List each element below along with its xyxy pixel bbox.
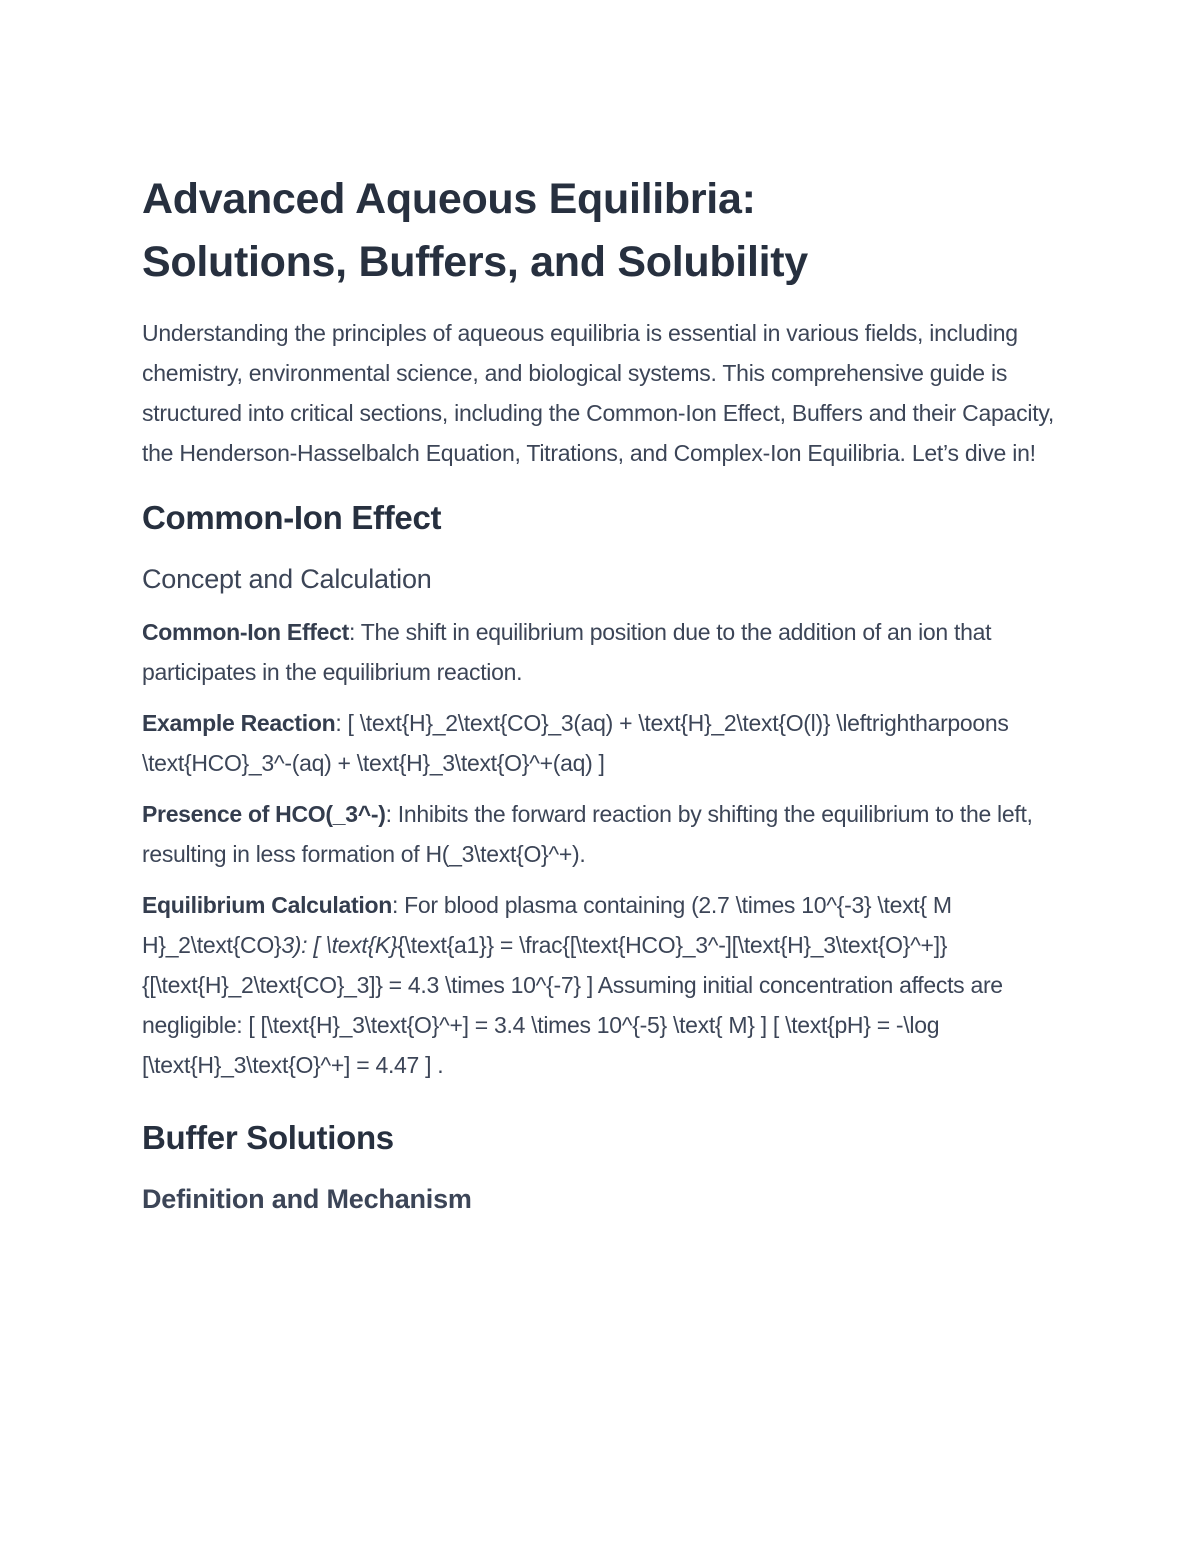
section-heading-common-ion: Common-Ion Effect: [142, 499, 442, 536]
calculation-term: Equilibrium Calculation: [142, 892, 392, 918]
title-line-2: Solutions, Buffers, and Solubility: [142, 238, 808, 286]
calculation-text-b: {\text{a1}} = \frac{[\text{HCO}_3^-][\text{H}_3\text{O}^+]}{[\text{H}_2\text{CO}_3]} = 4.3 \times 10^{-7} ] Assuming initial concentration affects are negligible: [ [\text{H}_3\text{O}^+] = 3.4 \times 10^{-5} \text{ M} ] [ \text{pH} = -\log [\text{H}_3\text{O}^+] = 4.47 ] .: [142, 932, 1003, 1078]
presence-text: : Inhibits the forward reaction by shifting the equilibrium to the left, resulting in less formation of H(_3\text{O}^+).: [142, 801, 1033, 867]
subheading-concept-calculation: Concept and Calculation: [142, 564, 432, 594]
example-reaction-term: Example Reaction: [142, 710, 336, 736]
definition-paragraph: [142, 612, 1057, 692]
document-page: [142, 168, 1057, 1221]
calculation-text-italic: 3): [ \text{K}: [281, 932, 398, 958]
subheading-definition-mechanism: Definition and Mechanism: [142, 1184, 472, 1214]
document-title: [142, 168, 1057, 294]
example-reaction-text: : [ \text{H}_2\text{CO}_3(aq) + \text{H}_2\text{O(l)} \leftrightharpoons \text{HCO}_3^-(aq) + \text{H}_3\text{O}^+(aq) ]: [142, 710, 1009, 776]
definition-text: : The shift in equilibrium position due to the addition of an ion that participates in the equilibrium reaction.: [142, 619, 992, 685]
definition-term: Common-Ion Effect: [142, 619, 349, 645]
intro-paragraph: Understanding the principles of aqueous equilibria is essential in various fields, including chemistry, environmental science, and biological systems. This comprehensive guide is structured into critical sections, including the Common-Ion Effect, Buffers and their Capacity, the Henderson-Hasselbalch Equation, Titrations, and Complex-Ion Equilibria. Let’s dive in!: [142, 320, 1055, 466]
section-common-ion: [142, 491, 1057, 1085]
presence-paragraph: [142, 794, 1057, 874]
section-heading-buffer-solutions: Buffer Solutions: [142, 1119, 394, 1156]
equilibrium-calculation-paragraph: [142, 885, 1057, 1085]
presence-term: Presence of HCO(_3^-): [142, 801, 386, 827]
section-buffer-solutions: [142, 1111, 1057, 1221]
calculation-text-a: : For blood plasma containing (2.7 \times 10^{-3} \text{ M H}_2\text{CO}: [142, 892, 952, 958]
title-line-1: Advanced Aqueous Equilibria:: [142, 175, 756, 223]
example-reaction-paragraph: [142, 703, 1057, 783]
